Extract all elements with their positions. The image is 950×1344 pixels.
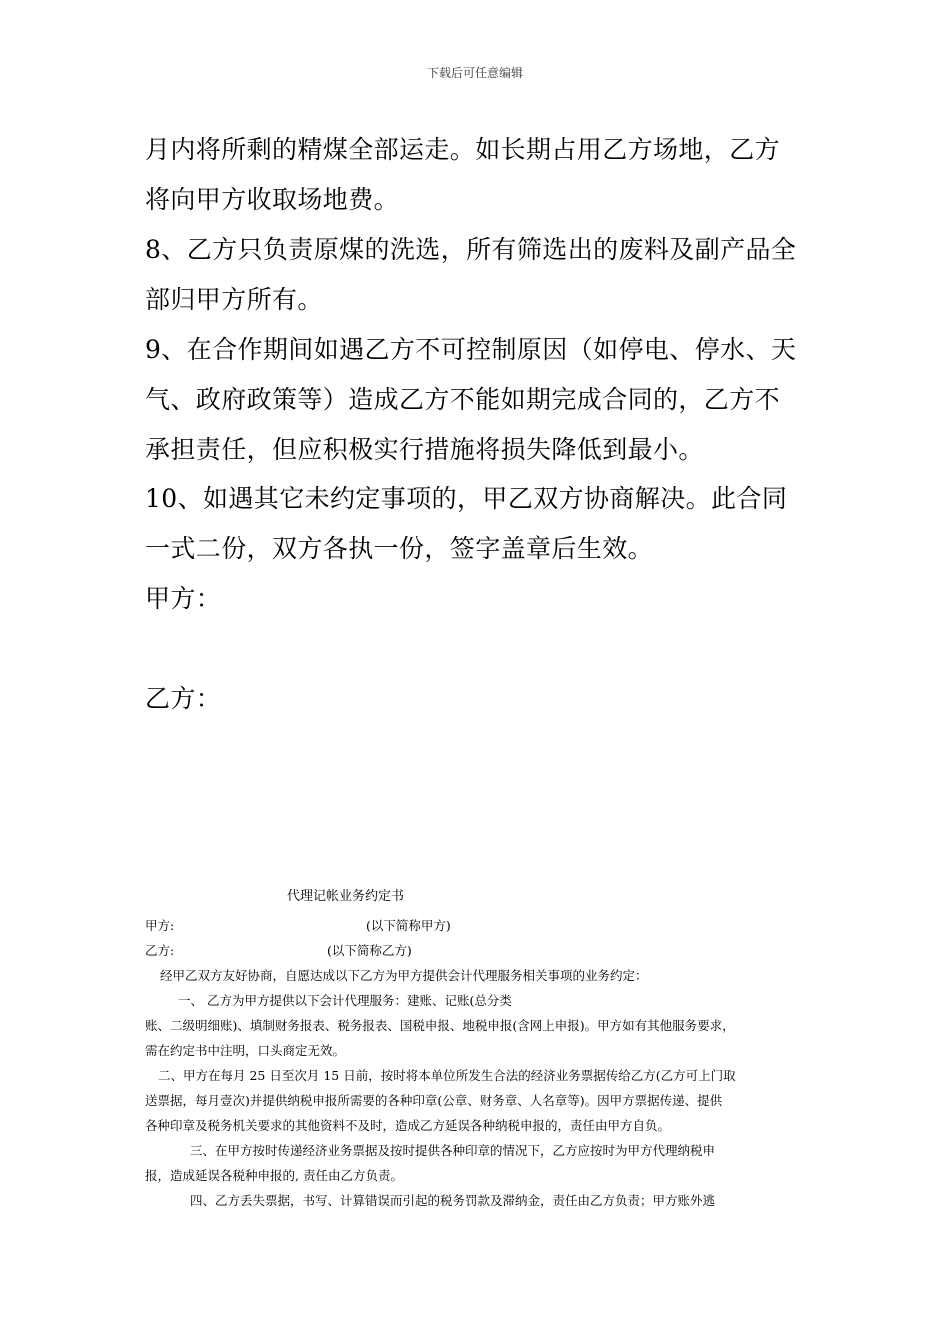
paragraph-line: 一、 乙方为甲方提供以下会计代理服务：建账、记账(总分类 <box>178 993 512 1008</box>
paragraph-line: 二、甲方在每月 25 日至次月 15 日前，按时将本单位所发生合法的经济业务票据传给乙方(乙方可上门取 <box>158 1068 736 1083</box>
header-note: 下载后可任意编辑 <box>426 66 523 80</box>
paragraph-line: 气、政府政策等）造成乙方不能如期完成合同的，乙方不 <box>145 385 781 414</box>
paragraph-line: 10、如遇其它未约定事项的，甲乙双方协商解决。此合同 <box>145 484 788 513</box>
paragraph-line: 三、在甲方按时传递经济业务票据及按时提供各种印章的情况下，乙方应按时为甲方代理纳税申 <box>190 1143 716 1158</box>
paragraph-line: 需在约定书中注明，口头商定无效。 <box>145 1043 346 1058</box>
paragraph-line: 各种印章及税务机关要求的其他资料不及时，造成乙方延误各种纳税申报的，责任由甲方自负。 <box>145 1118 671 1133</box>
party-a-note: (以下简称甲方) <box>366 918 451 933</box>
party-a-label: 甲方: <box>145 918 175 933</box>
paragraph-line: 四、乙方丢失票据，书写、计算错误而引起的税务罚款及滞纳金，责任由乙方负责；甲方账外逃 <box>190 1193 716 1208</box>
paragraph-line: 承担责任，但应积极实行措施将损失降低到最小。 <box>145 435 704 464</box>
party-b-signature-label: 乙方： <box>145 684 222 713</box>
party-a-signature-label: 甲方： <box>145 584 222 613</box>
paragraph-line: 送票据，每月壹次)并提供纳税申报所需要的各种印章(公章、财务章、人名章等)。因甲方票据传递、提供 <box>145 1093 723 1108</box>
paragraph-line: 经甲乙双方友好协商，自愿达成以下乙方为甲方提供会计代理服务相关事项的业务约定： <box>160 968 648 983</box>
paragraph-line: 9、在合作期间如遇乙方不可控制原因（如停电、停水、天 <box>145 335 797 364</box>
paragraph-line: 报，造成延误各税种申报的, 责任由乙方负责。 <box>145 1168 403 1183</box>
paragraph-line: 部归甲方所有。 <box>145 285 323 314</box>
paragraph-line: 8、乙方只负责原煤的洗选，所有筛选出的废料及副产品全 <box>145 235 797 264</box>
contract-2-title: 代理记帐业务约定书 <box>287 889 405 904</box>
paragraph-line: 月内将所剩的精煤全部运走。如长期占用乙方场地，乙方 <box>145 135 781 164</box>
paragraph-line: 一式二份，双方各执一份，签字盖章后生效。 <box>145 534 654 563</box>
party-b-note: (以下简称乙方) <box>327 943 412 958</box>
party-b-label: 乙方: <box>145 943 175 958</box>
paragraph-line: 将向甲方收取场地费。 <box>145 185 400 214</box>
paragraph-line: 账、二级明细账)、填制财务报表、税务报表、国税申报、地税申报(含网上申报)。甲方如有其他服务要求， <box>145 1018 735 1033</box>
